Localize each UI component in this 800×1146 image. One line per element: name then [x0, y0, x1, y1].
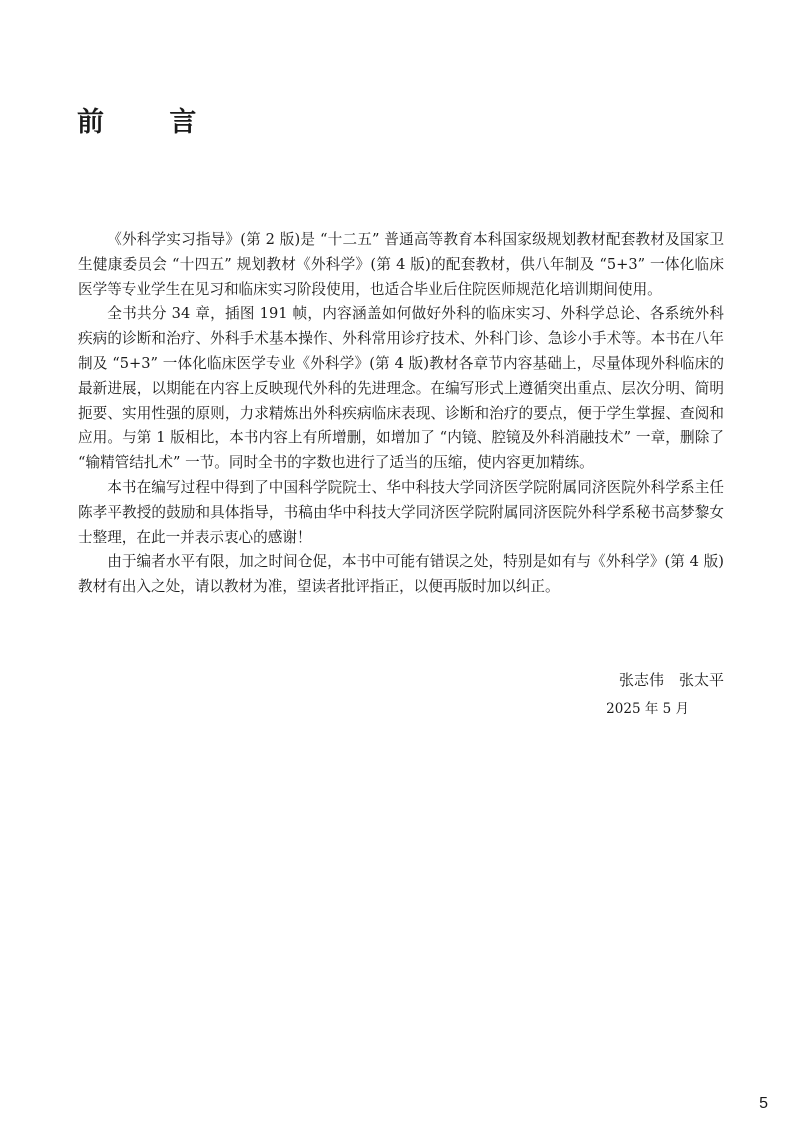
paragraph: 全书共分 34 章，插图 191 帧，内容涵盖如何做好外科的临床实习、外科学总论、各系统外科疾病的诊断和治疗、外科手术基本操作、外科常用诊疗技术、外科门诊、急诊小手术等。本书在八年制及 “5+3” 一体化临床医学专业《外科学》(第 4 版)教材各章节内容基础上，尽量体现外科临床的最新进展，以期能在内容上反映现代外科的先进理念。在编写形式上遵循突出重点、层次分明、简明扼要、实用性强的原则，力求精炼出外科疾病临床表现、诊断和治疗的要点，便于学生掌握、查阅和应用。与第 1 版相比，本书内容上有所增删，如增加了 “内镜、腔镜及外科消融技术” 一章，删除了 “输精管结扎术” 一节。同时全书的字数也进行了适当的压缩，使内容更加精练。: [78, 305, 724, 472]
page-number: 5: [759, 1095, 768, 1112]
paragraph: 本书在编写过程中得到了中国科学院院士、华中科技大学同济医学院附属同济医院外科学系主任陈孝平教授的鼓励和具体指导，书稿由华中科技大学同济医学院附属同济医院外科学系秘书高梦黎女士整理，在此一并表示衷心的感谢！: [78, 478, 724, 546]
paragraph: 《外科学实习指导》(第 2 版)是 “十二五” 普通高等教育本科国家级规划教材配套教材及国家卫生健康委员会 “十四五” 规划教材《外科学》(第 4 版)的配套教材，供八年制及 “5+3” 一体化临床医学等专业学生在见习和临床实习阶段使用，也适合毕业后住院医师规范化培训期间使用。: [78, 231, 724, 298]
preface-body: [78, 228, 724, 600]
page-title: 前 言: [77, 107, 225, 138]
author-signature: 张志伟 张太平: [618, 671, 724, 689]
date: 2025 年 5 月: [606, 701, 689, 717]
paragraph: 由于编者水平有限，加之时间仓促，本书中可能有错误之处，特别是如有与《外科学》(第 4 版)教材有出入之处，请以教材为准，望读者批评指正，以便再版时加以纠正。: [78, 553, 724, 596]
